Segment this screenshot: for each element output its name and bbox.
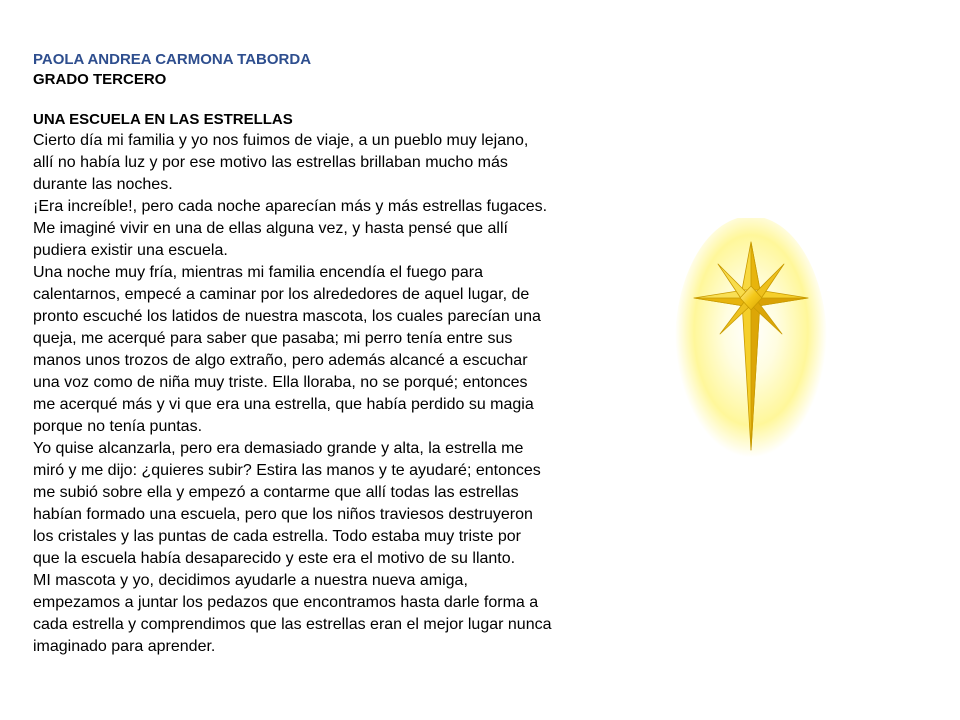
story-line: calentarnos, empecé a caminar por los alrededores de aquel lugar, de bbox=[33, 286, 530, 303]
story-line: me subió sobre ella y empezó a contarme que allí todas las estrellas bbox=[33, 484, 519, 501]
story-line: cada estrella y comprendimos que las estrellas eran el mejor lugar nunca bbox=[33, 616, 552, 633]
story-title: UNA ESCUELA EN LAS ESTRELLAS bbox=[33, 111, 293, 128]
story-body bbox=[33, 130, 648, 658]
story-line: una voz como de niña muy triste. Ella lloraba, no se porqué; entonces bbox=[33, 374, 528, 391]
star-illustration bbox=[672, 218, 830, 478]
story-line: allí no había luz y por ese motivo las estrellas brillaban mucho más bbox=[33, 154, 508, 171]
story-line: ¡Era increíble!, pero cada noche aparecían más y más estrellas fugaces. bbox=[33, 198, 548, 215]
story-line: habían formado una escuela, pero que los niños traviesos destruyeron bbox=[33, 506, 533, 523]
story-line: durante las noches. bbox=[33, 176, 173, 193]
story-line: me acerqué más y vi que era una estrella, que había perdido su magia bbox=[33, 396, 534, 413]
text-column bbox=[33, 50, 648, 658]
story-line: miró y me dijo: ¿quieres subir? Estira las manos y te ayudaré; entonces bbox=[33, 462, 541, 479]
story-line: pronto escuché los latidos de nuestra mascota, los cuales parecían una bbox=[33, 308, 541, 325]
star-clipart-icon bbox=[672, 218, 830, 478]
story-line: que la escuela había desaparecido y este era el motivo de su llanto. bbox=[33, 550, 516, 567]
author-name: PAOLA ANDREA CARMONA TABORDA bbox=[33, 51, 312, 68]
story-line: porque no tenía puntas. bbox=[33, 418, 203, 435]
spacer bbox=[33, 90, 648, 110]
story-line: MI mascota y yo, decidimos ayudarle a nuestra nueva amiga, bbox=[33, 572, 468, 589]
story-line: los cristales y las puntas de cada estrella. Todo estaba muy triste por bbox=[33, 528, 521, 545]
story-line: imaginado para aprender. bbox=[33, 638, 216, 655]
story-line: Yo quise alcanzarla, pero era demasiado grande y alta, la estrella me bbox=[33, 440, 524, 457]
story-line: queja, me acerqué para saber que pasaba; mi perro tenía entre sus bbox=[33, 330, 513, 347]
story-line: empezamos a juntar los pedazos que encontramos hasta darle forma a bbox=[33, 594, 539, 611]
story-line: manos unos trozos de algo extraño, pero además alcancé a escuchar bbox=[33, 352, 528, 369]
story-line: pudiera existir una escuela. bbox=[33, 242, 228, 259]
grade-label: GRADO TERCERO bbox=[33, 71, 167, 88]
story-line: Cierto día mi familia y yo nos fuimos de viaje, a un pueblo muy lejano, bbox=[33, 132, 529, 149]
story-line: Una noche muy fría, mientras mi familia encendía el fuego para bbox=[33, 264, 484, 281]
story-line: Me imaginé vivir en una de ellas alguna vez, y hasta pensé que allí bbox=[33, 220, 508, 237]
